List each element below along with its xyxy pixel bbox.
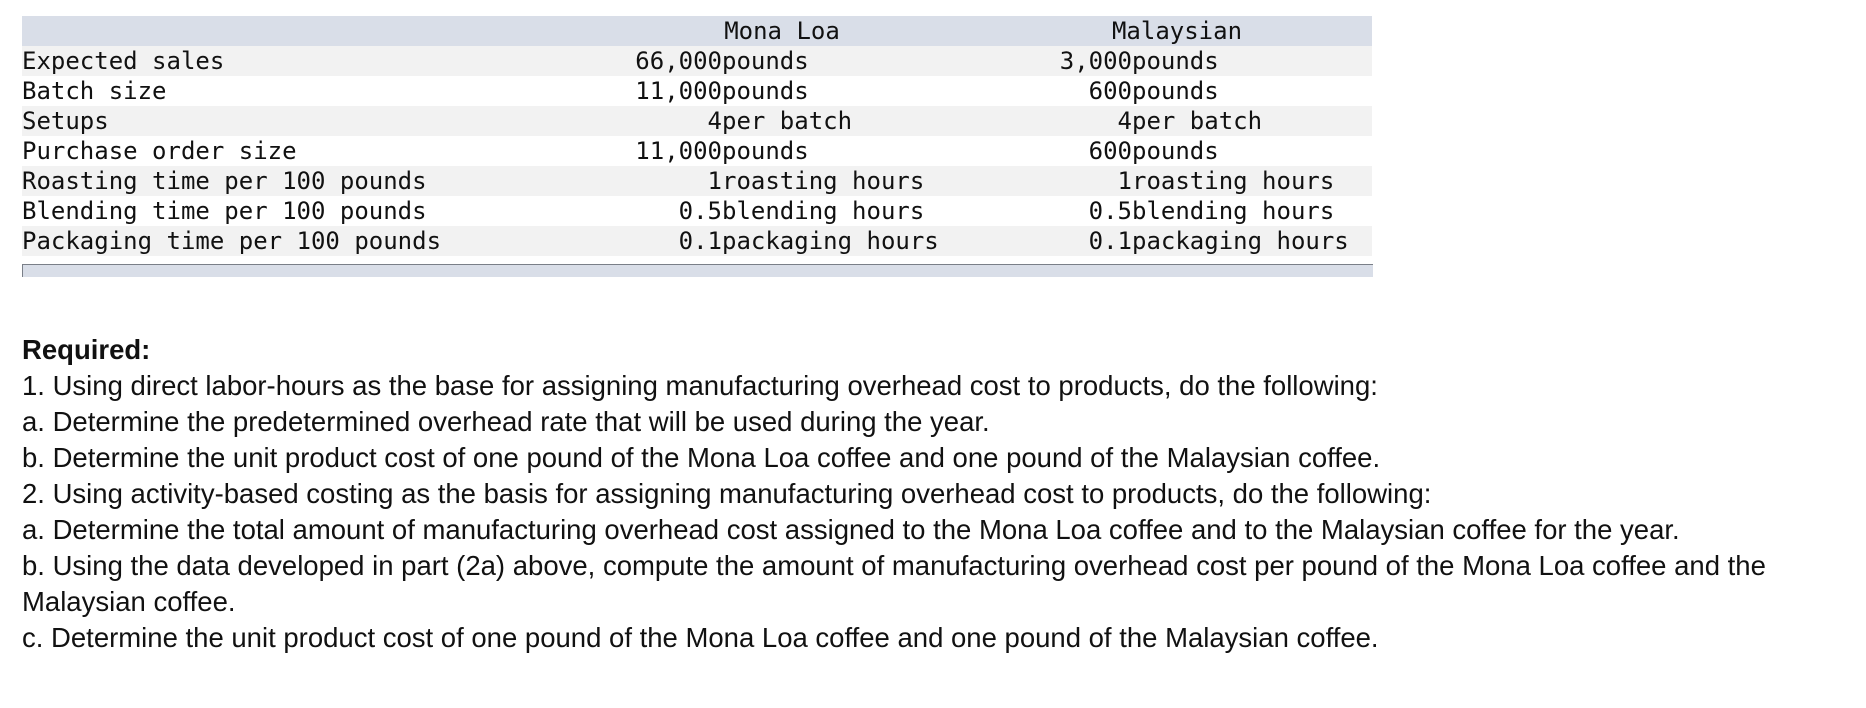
mona-loa-value: 0.1 [582,226,722,256]
mona-loa-unit: packaging hours [722,226,982,256]
required-item: c. Determine the unit product cost of one pound of the Mona Loa coffee and one pound of the Malaysian coffee. [22,622,1379,653]
header-blank [22,16,582,46]
mona-loa-unit: pounds [722,76,982,106]
malaysian-value: 4 [982,106,1132,136]
mona-loa-value: 0.5 [582,196,722,226]
product-data-table-container [22,16,1372,277]
required-item: b. Using the data developed in part (2a) above, compute the amount of manufacturing overhead cost per pound of the Mona Loa coffee and the Malaysian coffee. [22,550,1766,617]
malaysian-unit: pounds [1132,46,1372,76]
row-label: Blending time per 100 pounds [22,196,582,226]
row-label: Roasting time per 100 pounds [22,166,582,196]
row-label: Packaging time per 100 pounds [22,226,582,256]
row-label: Setups [22,106,582,136]
mona-loa-unit: pounds [722,46,982,76]
mona-loa-unit: roasting hours [722,166,982,196]
product-data-table [22,16,1372,256]
malaysian-unit: per batch [1132,106,1372,136]
row-label: Expected sales [22,46,582,76]
table-bottom-bar [22,264,1373,277]
mona-loa-value: 4 [582,106,722,136]
table-row [22,76,1372,106]
header-mona-loa: Mona Loa [582,16,982,46]
table-row [22,106,1372,136]
table-row [22,46,1372,76]
table-header-row [22,16,1372,46]
row-label: Batch size [22,76,582,106]
required-item: 2. Using activity-based costing as the basis for assigning manufacturing overhead cost to products, do the following: [22,478,1432,509]
required-item: a. Determine the predetermined overhead rate that will be used during the year. [22,406,990,437]
malaysian-value: 1 [982,166,1132,196]
mona-loa-unit: pounds [722,136,982,166]
required-section [22,332,1862,656]
required-heading: Required: [22,334,151,365]
mona-loa-value: 66,000 [582,46,722,76]
mona-loa-value: 1 [582,166,722,196]
malaysian-unit: pounds [1132,136,1372,166]
mona-loa-value: 11,000 [582,136,722,166]
malaysian-value: 3,000 [982,46,1132,76]
table-row [22,166,1372,196]
malaysian-unit: roasting hours [1132,166,1372,196]
malaysian-unit: pounds [1132,76,1372,106]
row-label: Purchase order size [22,136,582,166]
malaysian-value: 600 [982,136,1132,166]
required-item: 1. Using direct labor-hours as the base for assigning manufacturing overhead cost to products, do the following: [22,370,1378,401]
table-row [22,196,1372,226]
malaysian-value: 0.5 [982,196,1132,226]
table-row [22,226,1372,256]
malaysian-value: 600 [982,76,1132,106]
malaysian-unit: packaging hours [1132,226,1372,256]
mona-loa-unit: per batch [722,106,982,136]
header-malaysian: Malaysian [982,16,1372,46]
table-row [22,136,1372,166]
malaysian-unit: blending hours [1132,196,1372,226]
required-item: b. Determine the unit product cost of one pound of the Mona Loa coffee and one pound of the Malaysian coffee. [22,442,1381,473]
required-item: a. Determine the total amount of manufacturing overhead cost assigned to the Mona Loa coffee and to the Malaysian coffee for the year. [22,514,1680,545]
malaysian-value: 0.1 [982,226,1132,256]
mona-loa-value: 11,000 [582,76,722,106]
mona-loa-unit: blending hours [722,196,982,226]
